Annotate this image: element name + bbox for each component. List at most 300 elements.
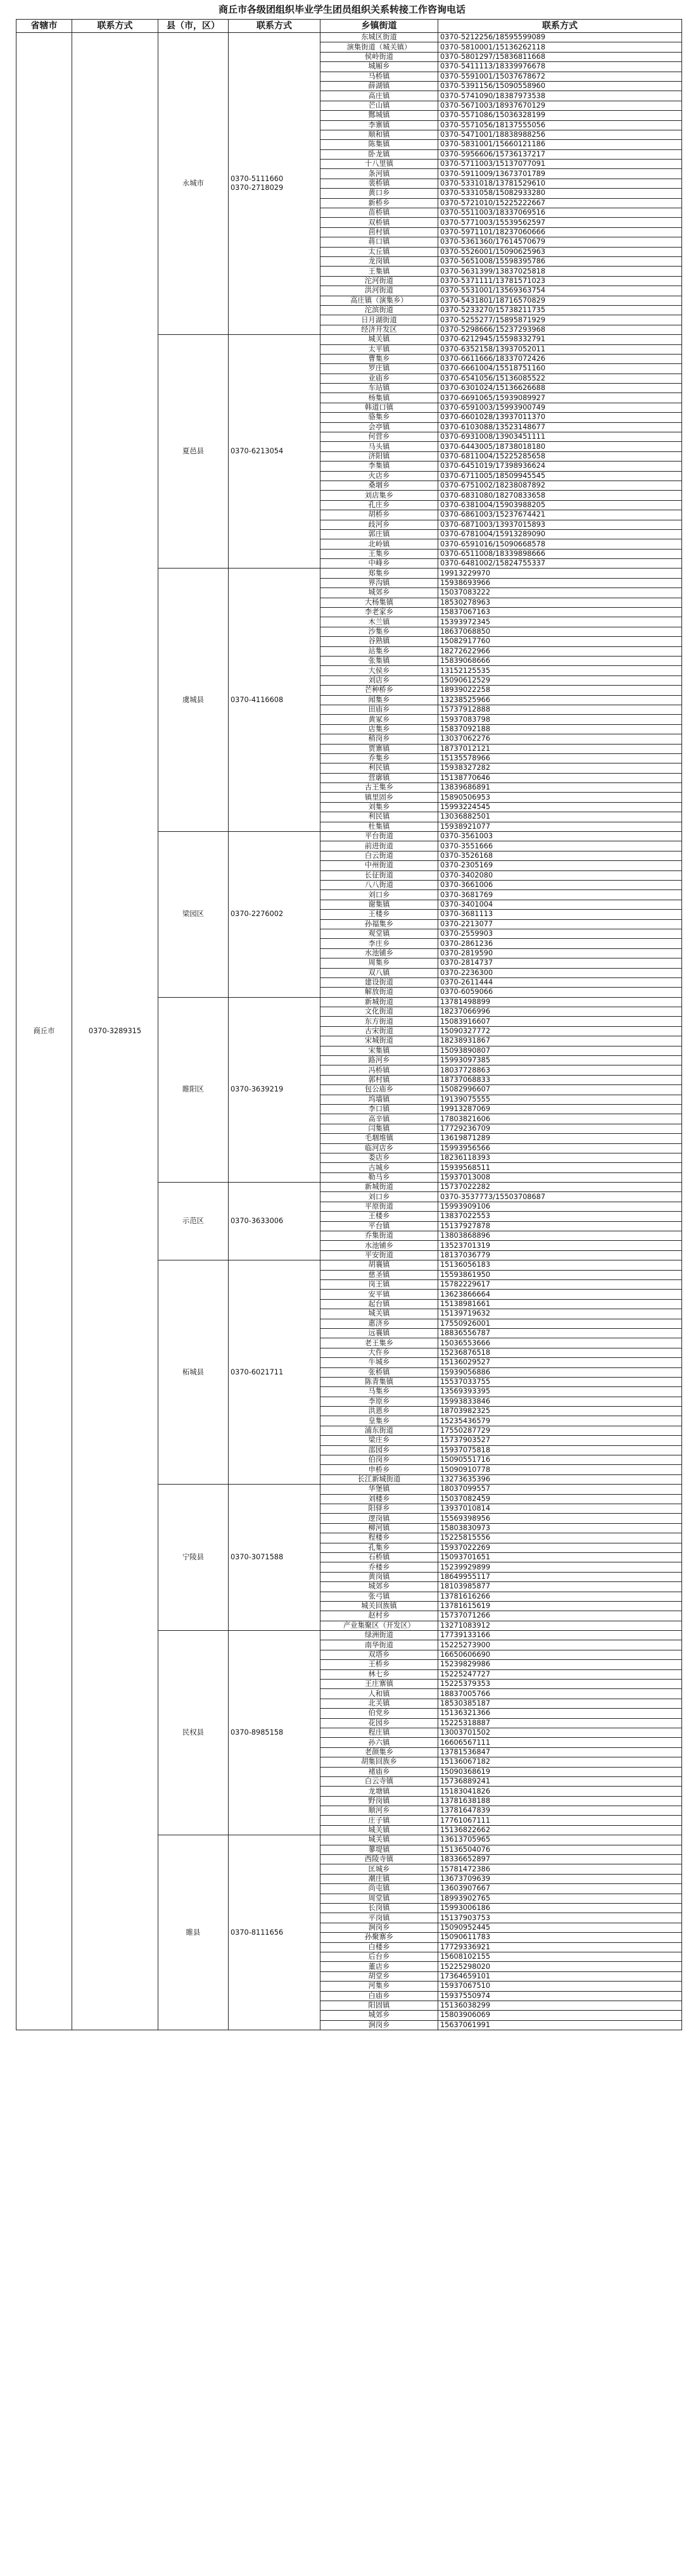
town-contact: 0370-5361360/17614570679 <box>438 237 682 247</box>
town-name: 酂城镇 <box>320 111 438 120</box>
town-contact: 13803868896 <box>438 1231 682 1241</box>
town-contact: 15136822662 <box>438 1825 682 1835</box>
town-contact: 0370-3401004 <box>438 900 682 909</box>
town-contact: 15137903753 <box>438 1913 682 1923</box>
town-contact: 15993097385 <box>438 1056 682 1065</box>
header-row <box>16 20 682 33</box>
town-name: 勒马乡 <box>320 1172 438 1182</box>
town-name: 周集乡 <box>320 958 438 968</box>
town-contact: 17729336921 <box>438 1942 682 1952</box>
town-contact: 15136056183 <box>438 1260 682 1270</box>
town-contact: 19913287069 <box>438 1104 682 1114</box>
town-contact: 0370-5431801/18716570829 <box>438 296 682 305</box>
town-name: 古王集乡 <box>320 783 438 793</box>
town-contact: 0370-6451019/17398936624 <box>438 462 682 471</box>
town-name: 中州街道 <box>320 861 438 870</box>
town-name: 曹集乡 <box>320 354 438 363</box>
county-contact: 0370-8985158 <box>229 1631 320 1835</box>
town-contact: 13569393395 <box>438 1387 682 1397</box>
page-title: 商丘市各级团组织毕业学生团员组织关系转接工作咨询电话 <box>218 4 466 15</box>
town-contact: 15090551716 <box>438 1455 682 1465</box>
town-contact: 13036882501 <box>438 812 682 822</box>
town-name: 芒山镇 <box>320 101 438 110</box>
town-contact: 0370-2305169 <box>438 861 682 870</box>
town-contact: 16650606690 <box>438 1650 682 1659</box>
town-name: 沙集乡 <box>320 627 438 636</box>
town-contact: 0370-5631399/13837025818 <box>438 267 682 276</box>
town-contact: 0370-3526168 <box>438 851 682 860</box>
town-contact: 15093701651 <box>438 1552 682 1562</box>
town-name: 界沟镇 <box>320 578 438 587</box>
town-name: 太平镇 <box>320 344 438 354</box>
town-contact: 15737903527 <box>438 1436 682 1445</box>
town-contact: 15090910778 <box>438 1465 682 1474</box>
town-contact: 15137927878 <box>438 1221 682 1231</box>
town-name: 宋城街道 <box>320 1036 438 1046</box>
town-name: 郑集乡 <box>320 569 438 578</box>
town-contact: 0370-5212256/18595599089 <box>438 33 682 42</box>
town-name: 沱滨街道 <box>320 305 438 315</box>
town-name: 建设街道 <box>320 977 438 987</box>
town-name: 毛堌堆镇 <box>320 1134 438 1143</box>
town-name: 营廓镇 <box>320 773 438 782</box>
header-city-contact: 联系方式 <box>72 20 158 33</box>
town-contact: 18336652897 <box>438 1855 682 1864</box>
header-town-contact: 联系方式 <box>438 20 682 33</box>
town-name: 老颜集乡 <box>320 1747 438 1757</box>
town-contact: 15183041826 <box>438 1787 682 1796</box>
town-name: 平岗镇 <box>320 1913 438 1923</box>
town-name: 芒种桥乡 <box>320 686 438 695</box>
town-contact: 0370-5810001/15136262118 <box>438 42 682 52</box>
town-name: 车站镇 <box>320 384 438 393</box>
town-contact: 0370-6481002/15824755337 <box>438 559 682 569</box>
town-name: 双桥镇 <box>320 218 438 227</box>
town-contact: 18530278963 <box>438 598 682 607</box>
town-name: 平原街道 <box>320 1202 438 1211</box>
town-name: 店集乡 <box>320 724 438 734</box>
town-name: 李口镇 <box>320 1104 438 1114</box>
town-name: 张桥镇 <box>320 1367 438 1377</box>
town-name: 临河店乡 <box>320 1143 438 1153</box>
town-name: 罗庄镇 <box>320 364 438 374</box>
town-contact: 15225318887 <box>438 1718 682 1728</box>
county-name: 示范区 <box>158 1183 229 1260</box>
town-name: 产业集聚区（开发区） <box>320 1621 438 1630</box>
town-contact: 0370-5255277/15895871929 <box>438 315 682 325</box>
town-contact: 18836556787 <box>438 1328 682 1338</box>
town-contact: 15569398956 <box>438 1514 682 1523</box>
town-name: 李老家乡 <box>320 608 438 617</box>
county-contact: 0370-3633006 <box>229 1183 320 1260</box>
town-name: 新城街道 <box>320 997 438 1007</box>
town-name: 匡城乡 <box>320 1864 438 1874</box>
county-contact: 0370-6213054 <box>229 335 320 569</box>
town-contact: 15083916607 <box>438 1017 682 1026</box>
town-name: 茴村镇 <box>320 227 438 237</box>
town-name: 白云寺镇 <box>320 1776 438 1786</box>
town-name: 城关回族镇 <box>320 1601 438 1611</box>
town-name: 阳固镇 <box>320 2001 438 2010</box>
town-name: 老王集乡 <box>320 1338 438 1348</box>
town-contact: 13673709639 <box>438 1874 682 1883</box>
town-contact: 18137036779 <box>438 1250 682 1260</box>
town-name: 高庄镇 <box>320 91 438 101</box>
town-name: 经济开发区 <box>320 325 438 334</box>
town-name: 东方街道 <box>320 1017 438 1026</box>
town-name: 赵村乡 <box>320 1611 438 1621</box>
header-county-contact: 联系方式 <box>229 20 320 33</box>
town-contact: 18649955117 <box>438 1572 682 1581</box>
town-contact: 15136029527 <box>438 1358 682 1367</box>
town-name: 北关镇 <box>320 1699 438 1708</box>
town-contact: 0370-5371111/13781571023 <box>438 276 682 286</box>
town-contact: 15136504076 <box>438 1845 682 1854</box>
town-name: 大杨集镇 <box>320 598 438 607</box>
town-name: 阳驿乡 <box>320 1504 438 1513</box>
town-name: 镇里固乡 <box>320 793 438 802</box>
town-contact: 15393972345 <box>438 617 682 627</box>
town-name: 苗桥镇 <box>320 208 438 218</box>
town-contact: 0370-5971101/18237060666 <box>438 227 682 237</box>
town-contact: 0370-6931008/13903451111 <box>438 432 682 442</box>
town-name: 胡襄镇 <box>320 1260 438 1270</box>
town-contact: 15082917760 <box>438 637 682 646</box>
town-contact: 0370-6711005/18509945545 <box>438 471 682 481</box>
town-contact: 15737912888 <box>438 705 682 714</box>
town-contact: 15938327282 <box>438 763 682 773</box>
town-contact: 18737012121 <box>438 744 682 753</box>
town-name: 古城乡 <box>320 1163 438 1172</box>
town-name: 城关镇 <box>320 1835 438 1845</box>
town-name: 平台镇 <box>320 1221 438 1231</box>
town-contact: 15037082459 <box>438 1494 682 1504</box>
town-name: 龙岗镇 <box>320 256 438 266</box>
town-name: 会亭镇 <box>320 422 438 432</box>
town-contact: 16606567111 <box>438 1738 682 1747</box>
town-contact: 15093890807 <box>438 1046 682 1055</box>
town-contact: 0370-2814737 <box>438 958 682 968</box>
town-name: 浦东街道 <box>320 1426 438 1435</box>
town-name: 白云街道 <box>320 851 438 860</box>
town-name: 孔庄乡 <box>320 500 438 510</box>
town-contact: 18530385187 <box>438 1699 682 1708</box>
town-contact: 0370-3551666 <box>438 841 682 851</box>
town-name: 城厢乡 <box>320 62 438 72</box>
town-name: 城关镇 <box>320 335 438 344</box>
town-name: 东城区街道 <box>320 33 438 42</box>
town-name: 王集乡 <box>320 549 438 558</box>
town-contact: 15136321366 <box>438 1709 682 1718</box>
town-name: 刘店乡 <box>320 675 438 685</box>
town-name: 安平镇 <box>320 1290 438 1299</box>
town-name: 尚屯镇 <box>320 1884 438 1894</box>
town-contact: 15637061991 <box>438 2020 682 2030</box>
town-name: 解放街道 <box>320 988 438 997</box>
town-contact: 0370-3402080 <box>438 870 682 880</box>
town-name: 李原乡 <box>320 1397 438 1406</box>
town-contact: 0370-6541056/15136085522 <box>438 374 682 383</box>
town-contact: 0370-6591016/15090668578 <box>438 539 682 549</box>
county-name: 梁园区 <box>158 832 229 998</box>
town-name: 王庄寨镇 <box>320 1680 438 1689</box>
town-contact: 0370-5526001/15090625963 <box>438 247 682 256</box>
town-contact: 13781498899 <box>438 997 682 1007</box>
town-contact: 0370-5571086/15036328199 <box>438 111 682 120</box>
county-name: 柘城县 <box>158 1260 229 1485</box>
town-name: 洪恩乡 <box>320 1407 438 1416</box>
town-name: 人和镇 <box>320 1689 438 1699</box>
town-name: 伯党乡 <box>320 1709 438 1718</box>
town-contact: 0370-3661006 <box>438 880 682 889</box>
town-name: 城关镇 <box>320 1825 438 1835</box>
town-name: 乔楼乡 <box>320 1562 438 1572</box>
town-contact: 0370-5721010/15225222667 <box>438 198 682 208</box>
town-contact: 0370-6611666/18337072426 <box>438 354 682 363</box>
town-contact: 0370-5298666/15237293968 <box>438 325 682 334</box>
town-name: 平安街道 <box>320 1250 438 1260</box>
town-contact: 0370-5331018/13781529610 <box>438 179 682 188</box>
town-name: 裴桥镇 <box>320 179 438 188</box>
town-name: 张弓镇 <box>320 1592 438 1601</box>
town-contact: 0370-6443005/18738018180 <box>438 442 682 451</box>
town-contact: 18939022258 <box>438 686 682 695</box>
town-contact: 13003701502 <box>438 1728 682 1737</box>
town-name: 长岗镇 <box>320 1904 438 1913</box>
town-name: 涧岗乡 <box>320 1923 438 1932</box>
town-name: 梁庄乡 <box>320 1436 438 1445</box>
town-name: 李寨镇 <box>320 120 438 130</box>
town-name: 邵园乡 <box>320 1445 438 1455</box>
table-body <box>16 33 682 2030</box>
town-contact: 0370-6861003/15237674421 <box>438 510 682 520</box>
town-contact: 15737022282 <box>438 1183 682 1192</box>
town-name: 涧岗乡 <box>320 2020 438 2030</box>
town-name: 慈圣镇 <box>320 1270 438 1279</box>
town-name: 乔集街道 <box>320 1231 438 1241</box>
town-contact: 15225247727 <box>438 1669 682 1679</box>
town-contact: 0370-6059066 <box>438 988 682 997</box>
town-contact: 15136038299 <box>438 2001 682 2010</box>
town-name: 十八里镇 <box>320 160 438 169</box>
town-contact: 0370-3561003 <box>438 832 682 841</box>
town-contact: 0370-2861236 <box>438 939 682 948</box>
town-name: 薛湖镇 <box>320 81 438 91</box>
town-name: 大仵乡 <box>320 1348 438 1357</box>
town-contact: 15608102155 <box>438 1952 682 1961</box>
town-contact: 15225815556 <box>438 1533 682 1543</box>
town-contact: 18037728863 <box>438 1065 682 1075</box>
town-contact: 15837092188 <box>438 724 682 734</box>
town-contact: 0370-5571056/18137555056 <box>438 120 682 130</box>
town-name: 李庄乡 <box>320 939 438 948</box>
town-contact: 17761067111 <box>438 1816 682 1825</box>
town-contact: 0370-3681113 <box>438 910 682 919</box>
town-name: 王楼乡 <box>320 1212 438 1221</box>
town-name: 水池铺乡 <box>320 948 438 958</box>
town-name: 城郊乡 <box>320 588 438 598</box>
town-contact: 0370-5233270/15738211735 <box>438 305 682 315</box>
town-name: 黄岗镇 <box>320 1572 438 1581</box>
town-contact: 17739133166 <box>438 1631 682 1640</box>
town-contact: 13781536847 <box>438 1747 682 1757</box>
town-name: 宋集镇 <box>320 1046 438 1055</box>
town-contact: 13238525966 <box>438 695 682 705</box>
town-contact: 15938921077 <box>438 822 682 831</box>
town-name: 绿洲街道 <box>320 1631 438 1640</box>
county-contact: 0370-8111656 <box>229 1835 320 2030</box>
town-contact: 15890506953 <box>438 793 682 802</box>
town-name: 逻岗镇 <box>320 1514 438 1523</box>
town-name: 新城街道 <box>320 1183 438 1192</box>
town-contact: 0370-6691065/15939089927 <box>438 393 682 403</box>
town-name: 沱河街道 <box>320 276 438 286</box>
town-name: 杜集镇 <box>320 822 438 831</box>
town-contact: 0370-5771003/15539562597 <box>438 218 682 227</box>
town-contact: 15937067510 <box>438 1982 682 1991</box>
town-name: 高庄镇（演集乡） <box>320 296 438 305</box>
town-name: 野岗镇 <box>320 1796 438 1806</box>
town-name: 文化街道 <box>320 1007 438 1017</box>
town-name: 刘集乡 <box>320 802 438 812</box>
town-contact: 13523701319 <box>438 1241 682 1250</box>
town-name: 前进街道 <box>320 841 438 851</box>
county-contact: 0370-4116608 <box>229 569 320 832</box>
town-contact: 17550926001 <box>438 1319 682 1328</box>
town-contact: 0370-5801297/15836811668 <box>438 52 682 61</box>
town-contact: 15736889241 <box>438 1776 682 1786</box>
town-contact: 15090952445 <box>438 1923 682 1932</box>
town-contact: 15993909106 <box>438 1202 682 1211</box>
town-contact: 18272622966 <box>438 646 682 656</box>
town-contact: 15803906069 <box>438 2011 682 2020</box>
town-name: 黄冢乡 <box>320 715 438 724</box>
town-contact: 0370-5511003/18337069516 <box>438 208 682 218</box>
header-town: 乡镇街道 <box>320 20 438 33</box>
town-name: 远襄镇 <box>320 1328 438 1338</box>
town-contact: 13839686891 <box>438 783 682 793</box>
town-contact: 15993006186 <box>438 1904 682 1913</box>
town-name: 潮庄镇 <box>320 1874 438 1883</box>
town-contact: 0370-5671003/18937670129 <box>438 101 682 110</box>
town-contact: 0370-6212945/15598332791 <box>438 335 682 344</box>
town-contact: 17364659101 <box>438 1971 682 1981</box>
county-name: 民权县 <box>158 1631 229 1835</box>
town-contact: 15037083222 <box>438 588 682 598</box>
town-name: 程庄镇 <box>320 1728 438 1737</box>
town-contact: 13613705965 <box>438 1835 682 1845</box>
town-contact: 0370-6103088/13523148677 <box>438 422 682 432</box>
town-contact: 15239829986 <box>438 1660 682 1669</box>
town-contact: 17550287729 <box>438 1426 682 1435</box>
town-contact: 13271083912 <box>438 1621 682 1630</box>
town-name: 庄子镇 <box>320 1816 438 1825</box>
town-contact: 15236876518 <box>438 1348 682 1357</box>
town-name: 双八镇 <box>320 968 438 977</box>
town-name: 贾寨镇 <box>320 744 438 753</box>
town-name: 刘口乡 <box>320 1192 438 1202</box>
town-name: 火店乡 <box>320 471 438 481</box>
town-name: 郭庄镇 <box>320 529 438 539</box>
town-name: 韩道口镇 <box>320 403 438 412</box>
town-contact: 13152125535 <box>438 666 682 675</box>
town-name: 侯岭街道 <box>320 52 438 61</box>
town-name: 城关镇 <box>320 1309 438 1319</box>
town-name: 马集乡 <box>320 1387 438 1397</box>
town-contact: 0370-5651008/15598395786 <box>438 256 682 266</box>
town-contact: 13837022553 <box>438 1212 682 1221</box>
town-name: 董店乡 <box>320 1962 438 1971</box>
town-contact: 18637068850 <box>438 627 682 636</box>
town-contact: 0370-5411113/18339976678 <box>438 62 682 72</box>
town-name: 谷熟镇 <box>320 637 438 646</box>
town-name: 程楼乡 <box>320 1533 438 1543</box>
town-contact: 0370-6811004/15225285658 <box>438 451 682 461</box>
town-name: 桑堌乡 <box>320 481 438 490</box>
town-contact: 0370-2611444 <box>438 977 682 987</box>
town-contact: 0370-5331058/15082933280 <box>438 189 682 198</box>
town-contact: 0370-6781004/15913289090 <box>438 529 682 539</box>
county-name: 夏邑县 <box>158 335 229 569</box>
header-city: 省辖市 <box>16 20 72 33</box>
town-name: 华堡镇 <box>320 1485 438 1494</box>
town-name: 包公庙乡 <box>320 1085 438 1095</box>
town-name: 李集镇 <box>320 462 438 471</box>
town-name: 骆集乡 <box>320 413 438 422</box>
town-contact: 15737071266 <box>438 1611 682 1621</box>
town-name: 柳河镇 <box>320 1523 438 1533</box>
town-contact: 13781615619 <box>438 1601 682 1611</box>
town-contact: 13937010814 <box>438 1504 682 1513</box>
town-contact: 13037062276 <box>438 734 682 744</box>
town-contact: 0370-2213077 <box>438 919 682 929</box>
town-name: 花园乡 <box>320 1718 438 1728</box>
city-contact: 0370-3289315 <box>72 33 158 2030</box>
town-contact: 13781647839 <box>438 1806 682 1816</box>
county-name: 睢阳区 <box>158 997 229 1182</box>
town-name: 中峰乡 <box>320 559 438 569</box>
county-contact: 0370-3639219 <box>229 997 320 1182</box>
town-contact: 0370-6301024/15136626688 <box>438 384 682 393</box>
town-name: 褚庙乡 <box>320 1767 438 1776</box>
town-name: 卧龙镇 <box>320 149 438 159</box>
town-contact: 0370-6381004/15903988205 <box>438 500 682 510</box>
town-name: 刘楼乡 <box>320 1494 438 1504</box>
town-contact: 15537033755 <box>438 1377 682 1386</box>
town-contact: 18703982325 <box>438 1407 682 1416</box>
town-name: 周堂镇 <box>320 1894 438 1903</box>
town-name: 闫集镇 <box>320 1124 438 1133</box>
town-name: 刘店集乡 <box>320 491 438 500</box>
town-name: 起台镇 <box>320 1299 438 1309</box>
town-name: 王楼乡 <box>320 910 438 919</box>
town-name: 济阳镇 <box>320 451 438 461</box>
town-name: 黄口乡 <box>320 189 438 198</box>
town-name: 王集镇 <box>320 267 438 276</box>
town-name: 陈青集镇 <box>320 1377 438 1386</box>
town-contact: 15225298020 <box>438 1962 682 1971</box>
town-name: 岗王镇 <box>320 1280 438 1290</box>
town-name: 利民镇 <box>320 812 438 822</box>
town-contact: 0370-6601028/13937011370 <box>438 413 682 422</box>
town-name: 歧河乡 <box>320 520 438 529</box>
town-name: 洪河街道 <box>320 286 438 296</box>
town-name: 闻集乡 <box>320 695 438 705</box>
town-contact: 15225273900 <box>438 1640 682 1650</box>
town-contact: 15138770646 <box>438 773 682 782</box>
town-name: 田庙乡 <box>320 705 438 714</box>
town-contact: 15135578966 <box>438 753 682 763</box>
